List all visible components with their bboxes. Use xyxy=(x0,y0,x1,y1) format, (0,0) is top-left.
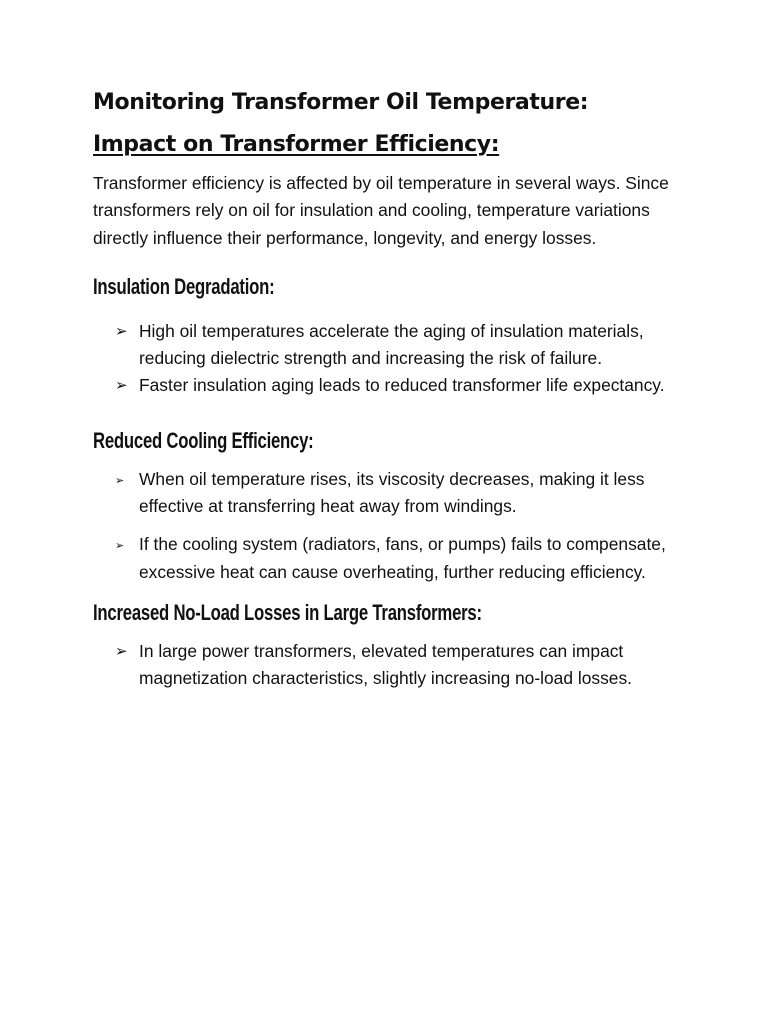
bullet-list xyxy=(93,318,678,400)
arrow-bullet-icon: ➢ xyxy=(115,376,128,395)
section-reduced-cooling-efficiency xyxy=(93,426,678,586)
list-item xyxy=(115,372,678,399)
list-item-text: If the cooling system (radiators, fans, or pumps) fails to compensate, excessive heat can cause overheating, further reducing efficiency. xyxy=(139,534,666,582)
document-title: Monitoring Transformer Oil Temperature: xyxy=(93,90,589,115)
list-item-text: In large power transformers, elevated temperatures can impact magnetization characteristics, slightly increasing no-load losses. xyxy=(139,640,632,689)
arrow-bullet-icon: ➢ xyxy=(115,321,128,340)
list-item-text: When oil temperature rises, its viscosity decreases, making it less effective at transferring heat away from windings. xyxy=(139,468,645,517)
bullet-list xyxy=(93,466,678,586)
list-item xyxy=(115,638,678,693)
list-item xyxy=(115,318,678,373)
section-increased-no-load-losses xyxy=(93,598,678,693)
list-item-text: High oil temperatures accelerate the aging of insulation materials, reducing dielectric strength and increasing the risk of failure. xyxy=(139,320,644,369)
arrow-bullet-icon: ➢ xyxy=(115,473,125,487)
intro-paragraph: Transformer efficiency is affected by oil temperature in several ways. Since transformers rely on oil for insulation and cooling, temperature variations directly influence their performance, longevity, and energy losses. xyxy=(93,173,669,248)
section-insulation-degradation xyxy=(93,272,678,400)
subheading-reduced-cooling-efficiency: Reduced Cooling Efficiency: xyxy=(93,427,314,453)
arrow-bullet-icon: ➢ xyxy=(115,641,128,660)
list-item xyxy=(115,466,678,521)
section-title: Impact on Transformer Efficiency: xyxy=(93,132,500,157)
list-item-text: Faster insulation aging leads to reduced transformer life expectancy. xyxy=(139,375,665,396)
subheading-insulation-degradation: Insulation Degradation: xyxy=(93,273,275,299)
list-item xyxy=(115,531,678,586)
subheading-increased-no-load-losses: Increased No-Load Losses in Large Transformers: xyxy=(93,599,482,625)
bullet-list xyxy=(93,638,678,693)
arrow-bullet-icon: ➢ xyxy=(115,539,125,553)
